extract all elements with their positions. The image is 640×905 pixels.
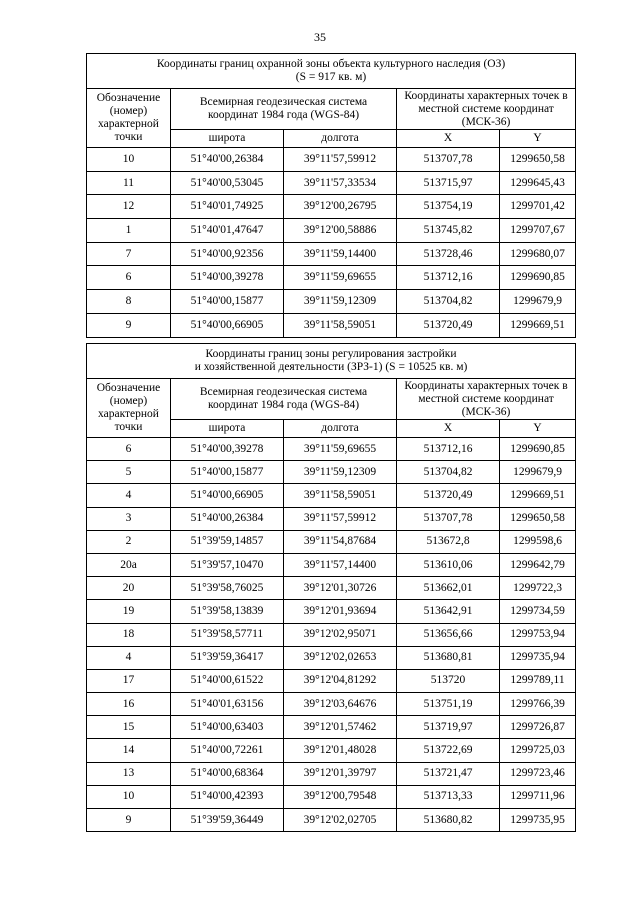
latitude-header: широта [171,130,284,148]
latitude-cell: 51°40'00,26384 [171,148,284,172]
x-cell: 513707,78 [397,148,500,172]
point-id-cell: 20а [87,553,171,576]
point-id-cell: 18 [87,623,171,646]
table-title: Координаты границ зоны регулирования застройки и хозяйственной деятельности (ЗРЗ-1) (S = 10525 кв. м) [87,344,576,379]
y-cell: 1299735,95 [500,809,576,832]
table-row [87,716,576,739]
longitude-cell: 39°12'01,57462 [284,716,397,739]
point-id-cell: 20 [87,577,171,600]
point-id-cell: 9 [87,313,171,337]
x-cell: 513715,97 [397,171,500,195]
y-header: Y [500,130,576,148]
longitude-cell: 39°11'59,12309 [284,461,397,484]
point-id-cell: 16 [87,693,171,716]
latitude-cell: 51°40'00,15877 [171,461,284,484]
longitude-cell: 39°12'01,39797 [284,762,397,785]
longitude-header: долгота [284,130,397,148]
table-row [87,785,576,808]
y-header: Y [500,420,576,438]
point-id-cell: 9 [87,809,171,832]
table-row [87,577,576,600]
longitude-cell: 39°11'57,14400 [284,553,397,576]
longitude-cell: 39°11'59,14400 [284,242,397,266]
x-cell: 513713,33 [397,785,500,808]
latitude-cell: 51°39'58,13839 [171,600,284,623]
longitude-header: долгота [284,420,397,438]
msk-header: Координаты характерных точек в местной системе координат (МСК-36) [397,379,576,420]
y-cell: 1299735,94 [500,646,576,669]
table-row [87,623,576,646]
table-row [87,313,576,337]
longitude-cell: 39°12'00,58886 [284,219,397,243]
x-cell: 513662,01 [397,577,500,600]
point-id-cell: 4 [87,646,171,669]
y-cell: 1299725,03 [500,739,576,762]
table-title: Координаты границ охранной зоны объекта культурного наследия (ОЗ) (S = 917 кв. м) [87,54,576,89]
point-id-cell: 15 [87,716,171,739]
y-cell: 1299645,43 [500,171,576,195]
point-id-cell: 3 [87,507,171,530]
x-cell: 513720,49 [397,313,500,337]
longitude-cell: 39°12'02,95071 [284,623,397,646]
longitude-cell: 39°11'58,59051 [284,484,397,507]
x-cell: 513719,97 [397,716,500,739]
point-id-cell: 7 [87,242,171,266]
table-row [87,484,576,507]
latitude-cell: 51°40'00,39278 [171,266,284,290]
y-cell: 1299669,51 [500,484,576,507]
table-row [87,809,576,832]
x-cell: 513712,16 [397,438,500,461]
latitude-cell: 51°39'58,76025 [171,577,284,600]
latitude-header: широта [171,420,284,438]
y-cell: 1299726,87 [500,716,576,739]
longitude-cell: 39°12'02,02653 [284,646,397,669]
x-cell: 513712,16 [397,266,500,290]
latitude-cell: 51°39'59,36417 [171,646,284,669]
point-id-cell: 10 [87,785,171,808]
y-cell: 1299722,3 [500,577,576,600]
latitude-cell: 51°40'00,68364 [171,762,284,785]
y-cell: 1299679,9 [500,290,576,314]
y-cell: 1299723,46 [500,762,576,785]
wgs-header: Всемирная геодезическая система координат 1984 года (WGS-84) [171,379,397,420]
latitude-cell: 51°40'01,47647 [171,219,284,243]
x-cell: 513704,82 [397,290,500,314]
point-id-cell: 4 [87,484,171,507]
y-cell: 1299707,67 [500,219,576,243]
latitude-cell: 51°40'01,74925 [171,195,284,219]
x-cell: 513610,06 [397,553,500,576]
point-id-cell: 11 [87,171,171,195]
table-row [87,739,576,762]
x-cell: 513720,49 [397,484,500,507]
x-cell: 513680,81 [397,646,500,669]
longitude-cell: 39°11'58,59051 [284,313,397,337]
table-row [87,693,576,716]
x-header: X [397,130,500,148]
y-cell: 1299734,59 [500,600,576,623]
point-id-cell: 12 [87,195,171,219]
x-cell: 513642,91 [397,600,500,623]
longitude-cell: 39°12'01,48028 [284,739,397,762]
x-cell: 513656,66 [397,623,500,646]
latitude-cell: 51°40'00,63403 [171,716,284,739]
x-cell: 513680,82 [397,809,500,832]
point-id-cell: 6 [87,438,171,461]
table-row [87,507,576,530]
designation-header: Обозначение (номер) характерной точки [87,89,171,148]
longitude-cell: 39°12'01,30726 [284,577,397,600]
point-id-cell: 10 [87,148,171,172]
y-cell: 1299690,85 [500,266,576,290]
y-cell: 1299690,85 [500,438,576,461]
point-id-cell: 13 [87,762,171,785]
x-cell: 513728,46 [397,242,500,266]
wgs-header: Всемирная геодезическая система координат 1984 года (WGS-84) [171,89,397,130]
table-row [87,646,576,669]
point-id-cell: 19 [87,600,171,623]
longitude-cell: 39°12'02,02705 [284,809,397,832]
longitude-cell: 39°11'54,87684 [284,530,397,553]
x-cell: 513704,82 [397,461,500,484]
x-header: X [397,420,500,438]
latitude-cell: 51°40'00,66905 [171,313,284,337]
longitude-cell: 39°11'59,12309 [284,290,397,314]
longitude-cell: 39°11'57,59912 [284,148,397,172]
y-cell: 1299753,94 [500,623,576,646]
latitude-cell: 51°40'00,15877 [171,290,284,314]
x-cell: 513722,69 [397,739,500,762]
latitude-cell: 51°39'59,36449 [171,809,284,832]
y-cell: 1299766,39 [500,693,576,716]
longitude-cell: 39°12'03,64676 [284,693,397,716]
point-id-cell: 1 [87,219,171,243]
zrz-coordinates-table [86,343,576,832]
y-cell: 1299642,79 [500,553,576,576]
designation-header: Обозначение (номер) характерной точки [87,379,171,438]
point-id-cell: 2 [87,530,171,553]
point-id-cell: 14 [87,739,171,762]
x-cell: 513707,78 [397,507,500,530]
y-cell: 1299680,07 [500,242,576,266]
x-cell: 513754,19 [397,195,500,219]
y-cell: 1299679,9 [500,461,576,484]
y-cell: 1299669,51 [500,313,576,337]
table-row [87,530,576,553]
latitude-cell: 51°40'01,63156 [171,693,284,716]
msk-header: Координаты характерных точек в местной системе координат (МСК-36) [397,89,576,130]
point-id-cell: 17 [87,669,171,692]
x-cell: 513745,82 [397,219,500,243]
table-row [87,171,576,195]
latitude-cell: 51°39'57,10470 [171,553,284,576]
latitude-cell: 51°40'00,39278 [171,438,284,461]
y-cell: 1299650,58 [500,148,576,172]
y-cell: 1299789,11 [500,669,576,692]
longitude-cell: 39°11'59,69655 [284,266,397,290]
latitude-cell: 51°40'00,66905 [171,484,284,507]
x-cell: 513672,8 [397,530,500,553]
point-id-cell: 5 [87,461,171,484]
latitude-cell: 51°40'00,61522 [171,669,284,692]
oz-coordinates-table [86,53,576,338]
table-row [87,762,576,785]
x-cell: 513751,19 [397,693,500,716]
y-cell: 1299711,96 [500,785,576,808]
longitude-cell: 39°11'57,59912 [284,507,397,530]
x-cell: 513720 [397,669,500,692]
latitude-cell: 51°40'00,72261 [171,739,284,762]
point-id-cell: 8 [87,290,171,314]
table-row [87,266,576,290]
table-row [87,290,576,314]
longitude-cell: 39°11'57,33534 [284,171,397,195]
longitude-cell: 39°12'01,93694 [284,600,397,623]
y-cell: 1299701,42 [500,195,576,219]
latitude-cell: 51°40'00,53045 [171,171,284,195]
table-row [87,242,576,266]
table-row [87,438,576,461]
x-cell: 513721,47 [397,762,500,785]
y-cell: 1299598,6 [500,530,576,553]
latitude-cell: 51°39'59,14857 [171,530,284,553]
latitude-cell: 51°39'58,57711 [171,623,284,646]
table-row [87,148,576,172]
table-row [87,553,576,576]
longitude-cell: 39°11'59,69655 [284,438,397,461]
table-row [87,195,576,219]
point-id-cell: 6 [87,266,171,290]
table-row [87,219,576,243]
page-number: 35 [314,30,326,44]
latitude-cell: 51°40'00,92356 [171,242,284,266]
table-row [87,600,576,623]
longitude-cell: 39°12'00,26795 [284,195,397,219]
y-cell: 1299650,58 [500,507,576,530]
longitude-cell: 39°12'00,79548 [284,785,397,808]
table-row [87,461,576,484]
longitude-cell: 39°12'04,81292 [284,669,397,692]
table-row [87,669,576,692]
latitude-cell: 51°40'00,42393 [171,785,284,808]
latitude-cell: 51°40'00,26384 [171,507,284,530]
